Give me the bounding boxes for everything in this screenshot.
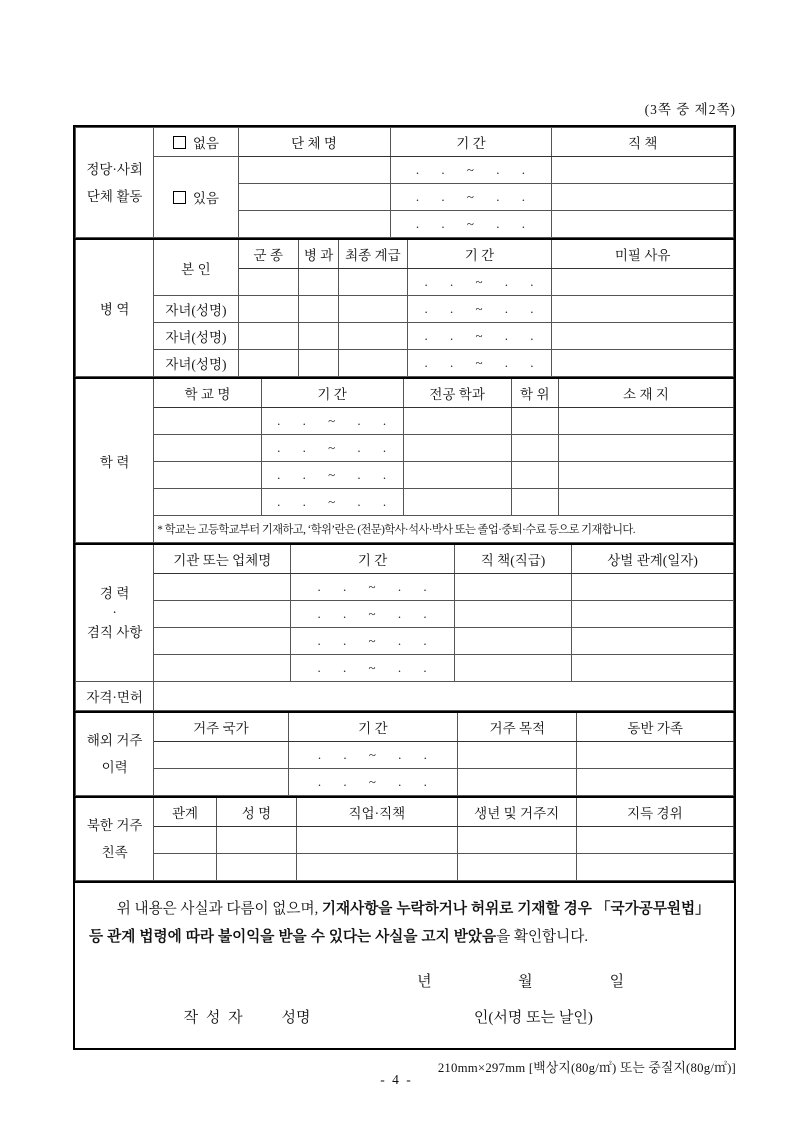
career-rewards-cell	[572, 655, 734, 682]
military-specialty-cell	[299, 269, 339, 296]
license-section-label: 자격·면허	[76, 682, 154, 711]
military-reason-cell	[552, 323, 734, 350]
overseas-country-cell	[154, 742, 288, 769]
declaration-block	[75, 881, 734, 1048]
education-school-cell	[154, 435, 261, 462]
education-period-header: 기 간	[261, 378, 403, 408]
sheet-number-label: (3쪽 중 제2쪽)	[644, 102, 736, 117]
career-position-cell	[454, 601, 571, 628]
military-branch-cell	[238, 323, 299, 350]
military-specialty-header: 병 과	[299, 239, 339, 269]
nk-birth-cell	[457, 827, 576, 854]
page-number: - 4 -	[380, 1072, 413, 1087]
military-child-label: 자녀(성명)	[154, 323, 238, 350]
career-rewards-header: 상벌 관계(일자)	[572, 544, 734, 574]
education-school-cell	[154, 489, 261, 516]
nk-name-cell	[216, 827, 296, 854]
overseas-country-header: 거주 국가	[154, 712, 288, 742]
military-specialty-cell	[299, 350, 339, 377]
education-school-cell	[154, 462, 261, 489]
military-rank-header: 최종 계급	[339, 239, 407, 269]
education-note: * 학교는 고등학교부터 기재하고, ‘학위’란은 (전문)학사·석사·박사 또는 졸업·중퇴·수료 등으로 기재합니다.	[154, 516, 734, 543]
military-branch-cell	[238, 350, 299, 377]
overseas-purpose-cell	[458, 769, 577, 796]
career-period-header: 기 간	[291, 544, 455, 574]
writer-label: 작 성 자	[183, 1009, 245, 1026]
nk-how-cell	[576, 854, 733, 881]
party-yes-option	[154, 157, 238, 238]
military-rank-cell	[339, 296, 407, 323]
party-section-label: 정당·사회 단체 활동	[76, 128, 154, 238]
military-self-label: 본 인	[154, 239, 238, 296]
education-location-cell	[558, 489, 733, 516]
education-major-cell	[403, 489, 511, 516]
party-none-option	[154, 128, 238, 157]
career-period-cell: . . ~ . .	[291, 574, 455, 601]
education-location-cell	[558, 408, 733, 435]
form-table	[73, 125, 736, 1050]
nk-how-cell	[576, 827, 733, 854]
education-location-cell	[558, 462, 733, 489]
nk-relation-header: 관계	[154, 797, 217, 827]
writer-name-label: 성명	[281, 1009, 311, 1026]
education-period-cell: . . ~ . .	[261, 462, 403, 489]
education-period-cell: . . ~ . .	[261, 408, 403, 435]
declaration-normal-2: 을 확인합니다.	[496, 929, 588, 946]
middle-dot: ·	[112, 605, 117, 621]
education-degree-header: 학 위	[511, 378, 558, 408]
education-section-label: 학 력	[76, 378, 154, 543]
nk-job-header: 직업·직책	[297, 797, 458, 827]
party-org-cell	[238, 184, 390, 211]
overseas-family-cell	[577, 769, 734, 796]
nk-how-header: 지득 경위	[576, 797, 733, 827]
career-section-label: 경 력 · 겸직 사항	[76, 544, 154, 682]
declaration-sign-line	[89, 1006, 720, 1034]
military-reason-cell	[552, 296, 734, 323]
education-degree-cell	[511, 408, 558, 435]
seal-label: 인(서명 또는 날인)	[473, 1009, 593, 1026]
party-position-header: 직 책	[552, 128, 734, 157]
overseas-period-cell: . . ~ . .	[288, 769, 458, 796]
education-school-cell	[154, 408, 261, 435]
military-reason-cell	[552, 269, 734, 296]
checkbox-none-icon[interactable]	[173, 136, 186, 149]
career-org-cell	[154, 574, 291, 601]
education-period-cell: . . ~ . .	[261, 435, 403, 462]
section-career	[75, 543, 734, 711]
paper-spec-note: 210mm×297mm [백상지(80g/㎡) 또는 중질지(80g/㎡)]	[437, 1060, 736, 1075]
career-org-cell	[154, 628, 291, 655]
license-cell	[154, 682, 734, 711]
military-period-cell: . . ~ . .	[407, 323, 552, 350]
career-org-cell	[154, 601, 291, 628]
career-position-cell	[454, 655, 571, 682]
nk-job-cell	[297, 827, 458, 854]
career-rewards-cell	[572, 628, 734, 655]
party-period-cell: . . ~ . .	[390, 211, 552, 238]
overseas-purpose-header: 거주 목적	[458, 712, 577, 742]
education-major-header: 전공 학과	[403, 378, 511, 408]
nk-name-header: 성 명	[216, 797, 296, 827]
nk-name-cell	[216, 854, 296, 881]
date-day-label: 일	[609, 973, 625, 990]
nk-birth-cell	[457, 854, 576, 881]
military-branch-header: 군 종	[238, 239, 299, 269]
career-period-cell: . . ~ . .	[291, 601, 455, 628]
overseas-period-cell: . . ~ . .	[288, 742, 458, 769]
career-rewards-cell	[572, 574, 734, 601]
military-section-label: 병 역	[76, 239, 154, 377]
party-period-cell: . . ~ . .	[390, 157, 552, 184]
career-position-cell	[454, 574, 571, 601]
military-rank-cell	[339, 323, 407, 350]
military-period-cell: . . ~ . .	[407, 296, 552, 323]
education-location-header: 소 재 지	[558, 378, 733, 408]
career-period-cell: . . ~ . .	[291, 655, 455, 682]
overseas-family-cell	[577, 742, 734, 769]
date-month-label: 월	[518, 973, 533, 990]
section-overseas-residence	[75, 711, 734, 796]
military-specialty-cell	[299, 296, 339, 323]
military-reason-cell	[552, 350, 734, 377]
military-period-cell: . . ~ . .	[407, 350, 552, 377]
overseas-period-header: 기 간	[288, 712, 458, 742]
education-degree-cell	[511, 489, 558, 516]
nk-relation-cell	[154, 854, 217, 881]
education-major-cell	[403, 408, 511, 435]
nk-section-label: 북한 거주 친족	[76, 797, 154, 881]
party-period-cell: . . ~ . .	[390, 184, 552, 211]
overseas-family-header: 동반 가족	[577, 712, 734, 742]
career-position-cell	[454, 628, 571, 655]
military-rank-cell	[339, 269, 407, 296]
career-period-cell: . . ~ . .	[291, 628, 455, 655]
education-period-cell: . . ~ . .	[261, 489, 403, 516]
military-branch-cell	[238, 296, 299, 323]
education-major-cell	[403, 462, 511, 489]
military-reason-header: 미필 사유	[552, 239, 734, 269]
nk-relation-cell	[154, 827, 217, 854]
party-org-header: 단 체 명	[238, 128, 390, 157]
form-content	[73, 98, 736, 1076]
education-major-cell	[403, 435, 511, 462]
party-position-cell	[552, 184, 734, 211]
career-org-header: 기관 또는 업체명	[154, 544, 291, 574]
declaration-bold: 기재사항을 누락하거나 허위로 기재할 경우 「국가공무원법」 등 관계 법령에 따라 불이익을 받을 수 있다는 사실을 고지 받았음	[89, 901, 710, 946]
education-school-header: 학 교 명	[154, 378, 261, 408]
overseas-purpose-cell	[458, 742, 577, 769]
party-none-label: 없음	[192, 136, 219, 151]
education-location-cell	[558, 435, 733, 462]
section-nk-relatives	[75, 796, 734, 881]
overseas-section-label: 해외 거주 이력	[76, 712, 154, 796]
party-position-cell	[552, 157, 734, 184]
education-degree-cell	[511, 435, 558, 462]
military-period-cell: . . ~ . .	[407, 269, 552, 296]
overseas-country-cell	[154, 769, 288, 796]
party-org-cell	[238, 157, 390, 184]
education-degree-cell	[511, 462, 558, 489]
section-military-service	[75, 238, 734, 377]
declaration-date-line	[89, 970, 720, 996]
checkbox-yes-icon[interactable]	[173, 191, 186, 204]
career-rewards-cell	[572, 601, 734, 628]
nk-birth-header: 생년 및 거주지	[457, 797, 576, 827]
declaration-normal-1: 위 내용은 사실과 다름이 없으며,	[116, 901, 322, 917]
section-education	[75, 377, 734, 543]
military-branch-cell	[238, 269, 299, 296]
party-position-cell	[552, 211, 734, 238]
military-period-header: 기 간	[407, 239, 552, 269]
career-position-header: 직 책(직급)	[454, 544, 571, 574]
party-org-cell	[238, 211, 390, 238]
military-child-label: 자녀(성명)	[154, 350, 238, 377]
military-child-label: 자녀(성명)	[154, 296, 238, 323]
section-party-activity	[75, 127, 734, 238]
career-org-cell	[154, 655, 291, 682]
military-specialty-cell	[299, 323, 339, 350]
date-year-label: 년	[417, 973, 432, 990]
party-yes-label: 있음	[192, 191, 219, 206]
military-rank-cell	[339, 350, 407, 377]
declaration-text	[89, 895, 720, 952]
party-period-header: 기 간	[390, 128, 552, 157]
nk-job-cell	[297, 854, 458, 881]
